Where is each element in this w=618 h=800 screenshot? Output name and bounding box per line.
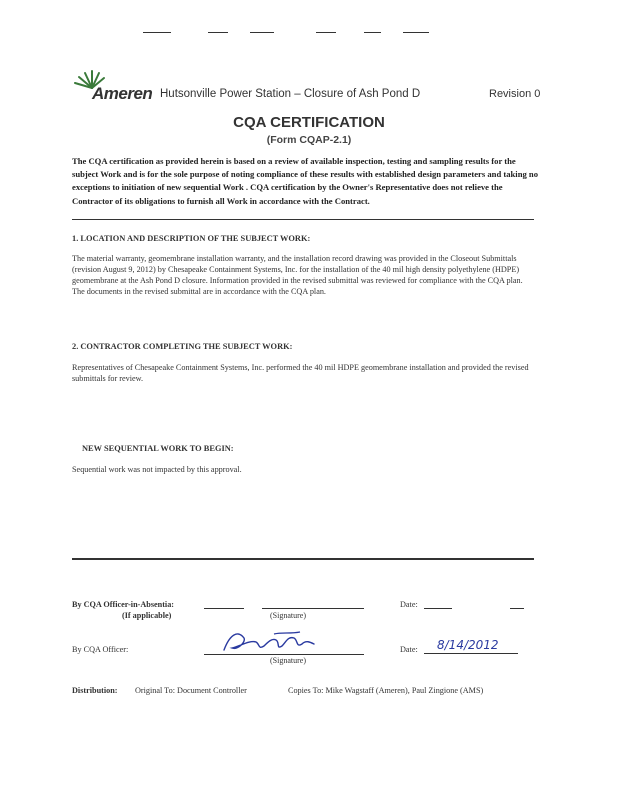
absentia-signature-caption: (Signature) <box>270 611 306 620</box>
distribution-label: Distribution: <box>72 686 118 695</box>
revision-label: Revision 0 <box>489 88 541 100</box>
top-mark-5 <box>364 32 381 33</box>
intro-paragraph: The CQA certification as provided herein is based on a review of available inspection, testing and sampling results for the subject Work and is for the sole purpose of noting compliance of these results with established design parameters and taking no exceptions to initiation of new sequential Work . CQA certification by the Owner's Representative does not relieve the Contractor of its obligations to furnish all Work in accordance with the Contract. <box>72 156 539 206</box>
officer-date-label: Date: <box>400 645 418 654</box>
intro-divider <box>72 219 534 220</box>
top-mark-3 <box>250 32 274 33</box>
absentia-date-line-end <box>510 608 524 609</box>
if-applicable-label: (If applicable) <box>122 611 172 620</box>
form-title: CQA CERTIFICATION <box>233 114 385 131</box>
top-mark-2 <box>208 32 228 33</box>
handwritten-signature <box>216 628 326 656</box>
officer-signature-caption: (Signature) <box>270 656 306 665</box>
section-1-body: The material warranty, geomembrane installation warranty, and the installation record drawing was provided in the Closeout Submittals (revision August 9, 2012) by Chesapeake Containment Systems, Inc. for the installation of the 40 mil high density polyethylene (HDPE) geomembrane at the Ash Pond D closure. Information provided in the revised submittal was reviewed for compliance with the CQA plan. The documents in the revised submittal are in accordance with the CQA plan. <box>72 254 523 296</box>
absentia-date-label: Date: <box>400 600 418 609</box>
officer-label: By CQA Officer: <box>72 645 129 654</box>
section-2-heading: 2. CONTRACTOR COMPLETING THE SUBJECT WORK: <box>72 342 293 351</box>
signed-date: 8/14/2012 <box>437 638 499 652</box>
signature-divider <box>72 558 534 560</box>
top-mark-4 <box>316 32 336 33</box>
section-2-body: Representatives of Chesapeake Containment Systems, Inc. performed the 40 mil HDPE geomembrane installation and provided the revised submittals for review. <box>72 363 529 383</box>
copies-to: Copies To: Mike Wagstaff (Ameren), Paul Zingione (AMS) <box>288 686 484 695</box>
officer-in-absentia-label: By CQA Officer-in-Absentia: <box>72 600 175 609</box>
officer-date-line <box>424 653 518 654</box>
absentia-initial-line <box>204 608 244 609</box>
signature-scribble <box>216 628 326 656</box>
section-1-heading: 1. LOCATION AND DESCRIPTION OF THE SUBJECT WORK: <box>72 234 311 243</box>
absentia-signature-line <box>262 608 364 609</box>
logo-wordmark: Ameren <box>92 84 153 103</box>
original-to: Original To: Document Controller <box>135 686 247 695</box>
form-subtitle: (Form CQAP-2.1) <box>266 134 352 146</box>
absentia-date-line <box>424 608 452 609</box>
top-mark-6 <box>403 32 429 33</box>
section-3-body: Sequential work was not impacted by this approval. <box>72 465 242 474</box>
section-3-heading: NEW SEQUENTIAL WORK TO BEGIN: <box>82 444 234 453</box>
project-title: Hutsonville Power Station – Closure of Ash Pond D <box>160 88 421 100</box>
top-mark-1 <box>143 32 171 33</box>
